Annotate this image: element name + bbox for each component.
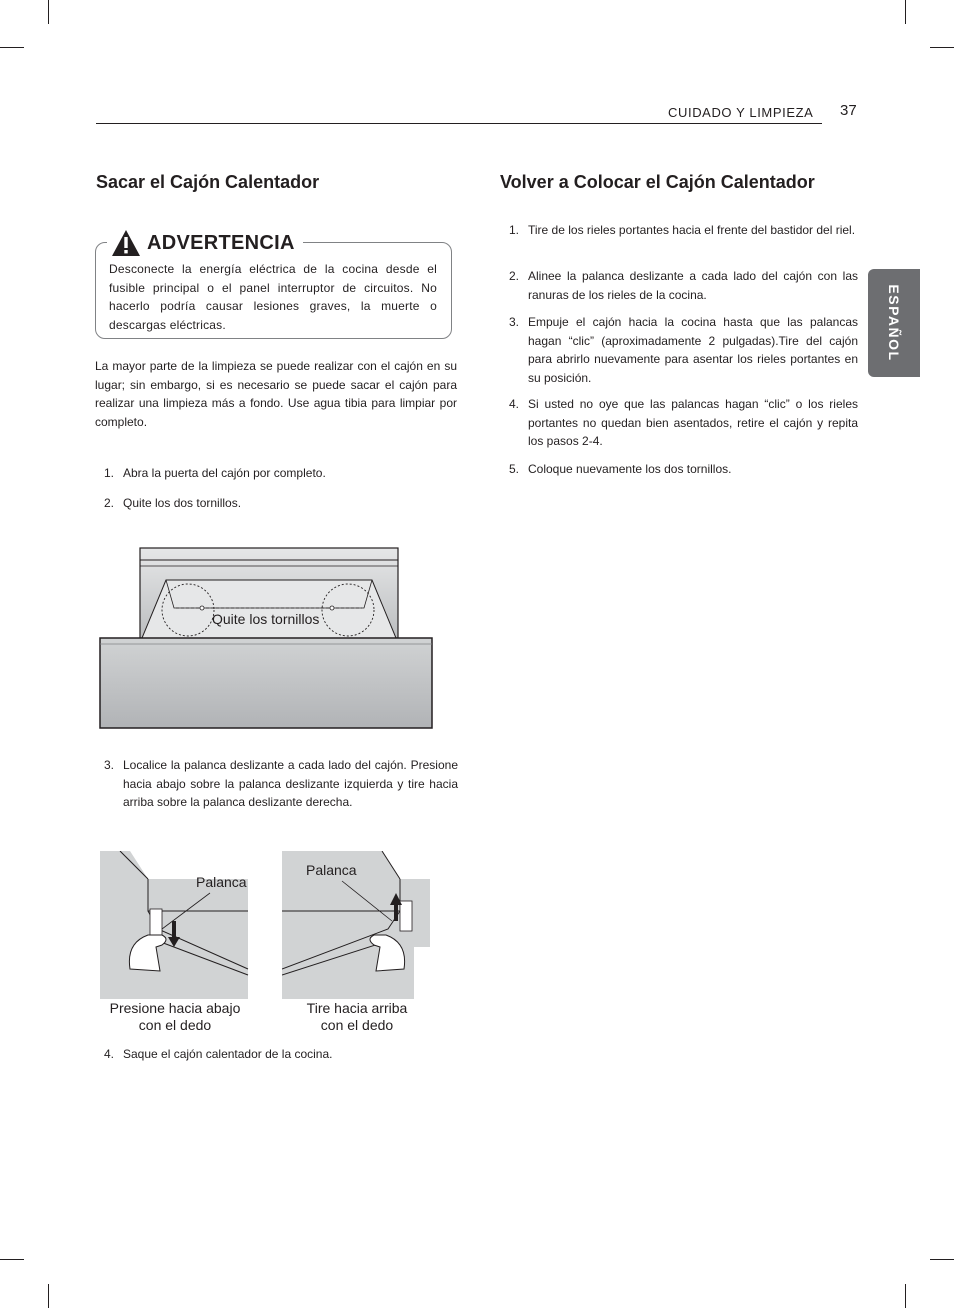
pull-lever-illustration	[282, 851, 432, 1003]
step-number: 3.	[104, 758, 115, 772]
running-header: CUIDADO Y LIMPIEZA	[668, 105, 814, 120]
crop-mark	[905, 1284, 906, 1308]
caption-line: con el dedo	[320, 1017, 394, 1033]
crop-mark	[48, 1284, 49, 1308]
step-number: 1.	[509, 223, 520, 237]
step-text: Coloque nuevamente los dos tornillos.	[528, 462, 732, 476]
crop-mark	[930, 1259, 954, 1260]
step-text: Si usted no oye que las palancas hagan “clic” o los rieles portantes no quedan bien asentados, retire el cajón y repita los pasos 2-4.	[528, 397, 858, 448]
section-title-replace: Volver a Colocar el Cajón Calentador	[500, 172, 815, 192]
warning-text: Desconecte la energía eléctrica de la cocina desde el fusible principal o el panel interruptor de circuitos. No hacerlo podría causar lesiones graves, la muerte o descargas eléctricas.	[109, 262, 437, 332]
caption-line: Tire hacia arriba	[306, 1000, 408, 1016]
warning-heading	[107, 227, 303, 259]
caption-line: Presione hacia abajo	[109, 1000, 241, 1016]
intro-paragraph: La mayor parte de la limpieza se puede realizar con el cajón en su lugar; sin embargo, si es necesario se puede sacar el cajón para realizar una limpieza más a fondo. Use agua tibia para limpiar por completo.	[95, 359, 457, 429]
header-rule	[96, 123, 822, 124]
caption-pull-up	[282, 1000, 432, 1034]
step-text: Alinee la palanca deslizante a cada lado del cajón con las ranuras de los rieles de la cocina.	[528, 269, 858, 302]
warning-title: ADVERTENCIA	[147, 231, 295, 254]
step-number: 5.	[509, 462, 520, 476]
figure-label-lever-right: Palanca	[306, 862, 357, 878]
figure-label-screws: Quite los tornillos	[212, 611, 320, 627]
step-text: Empuje el cajón hacia la cocina hasta que las palancas hagan “clic” (aproximadamente 2 pulgadas).Tire del cajón para abrirlo nuevamente para asentar los rieles portantes en su posición.	[528, 315, 858, 385]
step-text: Tire de los rieles portantes hacia el frente del bastidor del riel.	[528, 223, 856, 237]
figure-label-lever-left: Palanca	[196, 874, 247, 890]
crop-mark	[48, 0, 49, 24]
crop-mark	[905, 0, 906, 24]
step-text: Abra la puerta del cajón por completo.	[123, 466, 326, 480]
section-title-remove: Sacar el Cajón Calentador	[96, 172, 320, 192]
drawer-screws-illustration	[96, 546, 436, 732]
step-text: Saque el cajón calentador de la cocina.	[123, 1047, 333, 1061]
step-text: Quite los dos tornillos.	[123, 496, 242, 510]
warning-icon	[111, 229, 141, 257]
step-number: 3.	[509, 315, 520, 329]
language-tab-label: ESPAÑOL	[886, 284, 902, 362]
crop-mark	[0, 1259, 24, 1260]
language-tab	[868, 269, 920, 377]
step-number: 4.	[509, 397, 520, 411]
step-text: Localice la palanca deslizante a cada lado del cajón. Presione hacia abajo sobre la palanca deslizante izquierda y tire hacia arriba sobre la palanca deslizante derecha.	[123, 758, 458, 809]
crop-mark	[0, 47, 24, 48]
caption-press-down	[100, 1000, 250, 1034]
page-number: 37	[840, 102, 857, 119]
step-number: 2.	[104, 496, 115, 510]
caption-line: con el dedo	[138, 1017, 212, 1033]
crop-mark	[930, 47, 954, 48]
step-number: 4.	[104, 1047, 115, 1061]
step-number: 1.	[104, 466, 115, 480]
step-number: 2.	[509, 269, 520, 283]
